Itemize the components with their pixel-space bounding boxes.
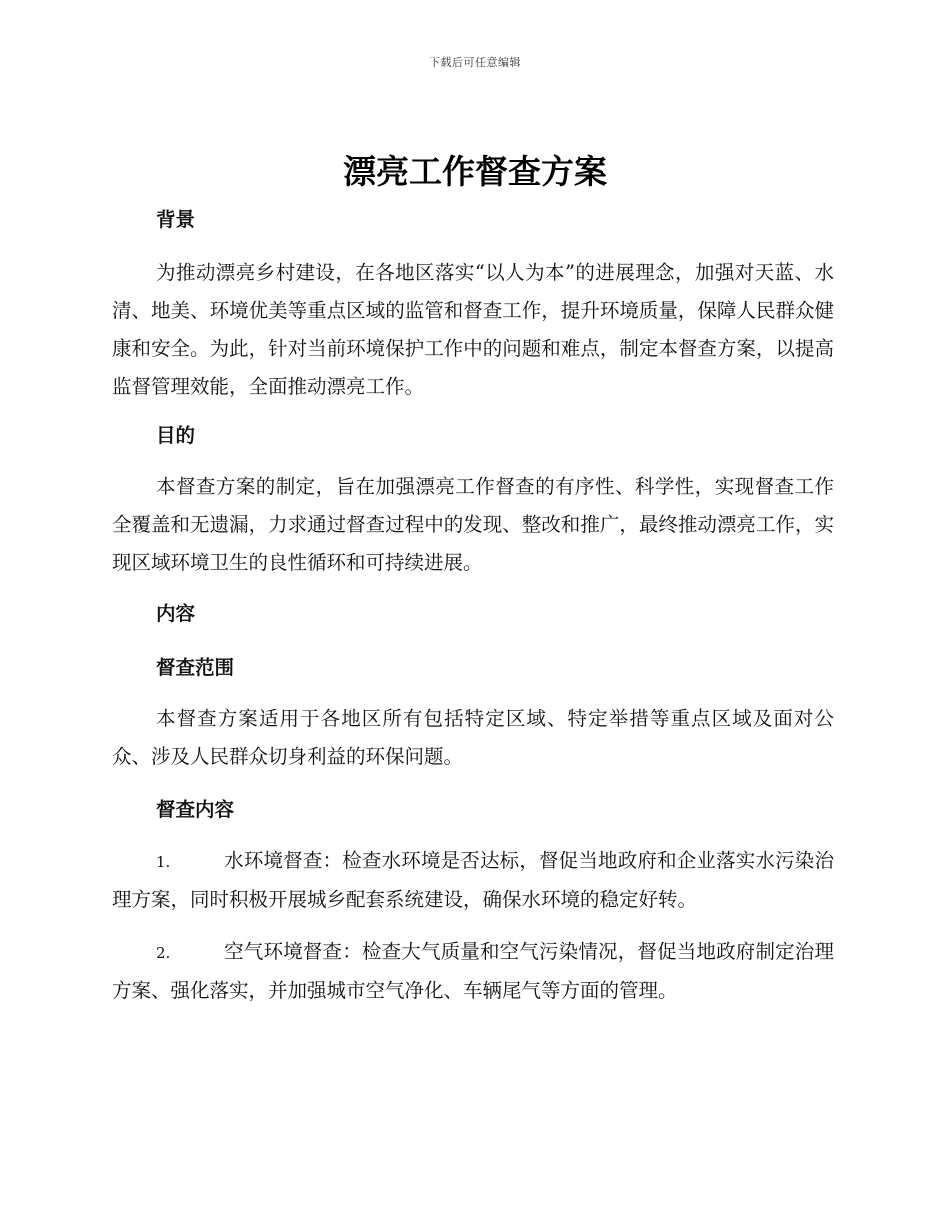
paragraph-background: 为推动漂亮乡村建设，在各地区落实“以人为本”的进展理念，加强对天蓝、水清、地美、环境优美等重点区域的监管和督查工作，提升环境质量，保障人民群众健康和安全。为此，针对当前环境保护工作中的问题和难点，制定本督查方案，以提高监督管理效能，全面推动漂亮工作。 — [112, 261, 834, 398]
list-item — [112, 933, 834, 1010]
list-item-number: 2. — [156, 944, 171, 962]
paragraph-scope: 本督查方案适用于各地区所有包括特定区域、特定举措等重点区域及面对公众、涉及人民群众切身利益的环保问题。 — [112, 707, 834, 768]
list-item — [112, 842, 834, 919]
section-heading-items: 督查内容 — [156, 798, 235, 821]
paragraph-purpose: 本督查方案的制定，旨在加强漂亮工作督查的有序性、科学性，实现督查工作全覆盖和无遗漏，力求通过督查过程中的发现、整改和推广，最终推动漂亮工作，实现区域环境卫生的良性循环和可持续进展。 — [112, 475, 834, 574]
document-body — [112, 200, 834, 1010]
header-note: 下载后可任意编辑 — [429, 56, 521, 69]
section-heading-scope: 督查范围 — [156, 656, 235, 679]
list-item-number: 1. — [156, 853, 171, 871]
section-heading-purpose: 目的 — [156, 424, 196, 447]
document-title: 漂亮工作督查方案 — [343, 152, 607, 191]
section-heading-content: 内容 — [156, 602, 196, 625]
list-item-text: 空气环境督查：检查大气质量和空气污染情况，督促当地政府制定治理方案、强化落实，并加强城市空气净化、车辆尾气等方面的管理。 — [112, 940, 834, 1002]
section-heading-background: 背景 — [156, 208, 196, 231]
list-item-text: 水环境督查：检查水环境是否达标，督促当地政府和企业落实水污染治理方案，同时积极开展城乡配套系统建设，确保水环境的稳定好转。 — [112, 849, 834, 911]
